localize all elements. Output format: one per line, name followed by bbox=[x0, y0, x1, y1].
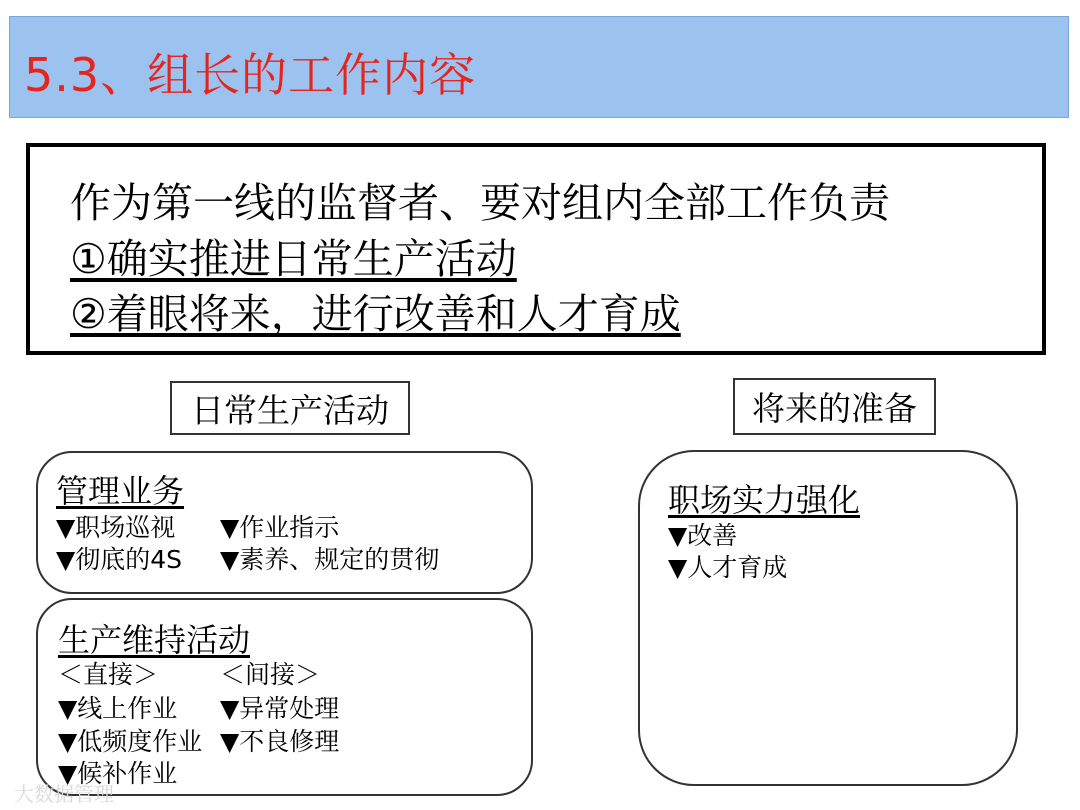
maintenance-heading: 生产维持活动 bbox=[58, 621, 251, 659]
management-heading: 管理业务 bbox=[56, 472, 185, 510]
list-item: ▼作业指示 bbox=[220, 513, 340, 542]
watermark: 大数据管理 bbox=[14, 782, 114, 806]
list-item: ▼素养、规定的贯彻 bbox=[220, 545, 440, 574]
page-title: 5.3、组长的工作内容 bbox=[24, 48, 477, 102]
list-item: ▼低频度作业 bbox=[58, 727, 203, 756]
indirect-label: ＜间接＞ bbox=[220, 660, 321, 689]
list-item: ▼不良修理 bbox=[220, 727, 340, 756]
list-item: ▼异常处理 bbox=[220, 694, 340, 723]
workplace-strength-heading: 职场实力强化 bbox=[668, 481, 861, 519]
lead-line-daily-activity: ①确实推进日常生产活动 bbox=[70, 235, 517, 283]
list-item: ▼改善 bbox=[668, 521, 738, 550]
list-item: ▼职场巡视 bbox=[56, 513, 176, 542]
daily-activity-label: 日常生产活动 bbox=[170, 381, 410, 435]
lead-line-future-improvement: ②着眼将来，进行改善和人才育成 bbox=[70, 290, 681, 338]
lead-line-responsibility: 作为第一线的监督者、要对组内全部工作负责 bbox=[70, 179, 890, 227]
production-maintenance-box bbox=[36, 598, 533, 796]
list-item: ▼候补作业 bbox=[58, 759, 178, 788]
title-bar bbox=[9, 16, 1069, 118]
future-preparation-label: 将来的准备 bbox=[733, 378, 936, 435]
lead-statement-box bbox=[26, 143, 1046, 355]
list-item: ▼彻底的4S bbox=[56, 545, 183, 574]
list-item: ▼人才育成 bbox=[668, 553, 788, 582]
direct-label: ＜直接＞ bbox=[58, 660, 159, 689]
management-duties-box bbox=[36, 451, 533, 594]
list-item: ▼线上作业 bbox=[58, 694, 178, 723]
workplace-strength-box bbox=[638, 450, 1018, 786]
